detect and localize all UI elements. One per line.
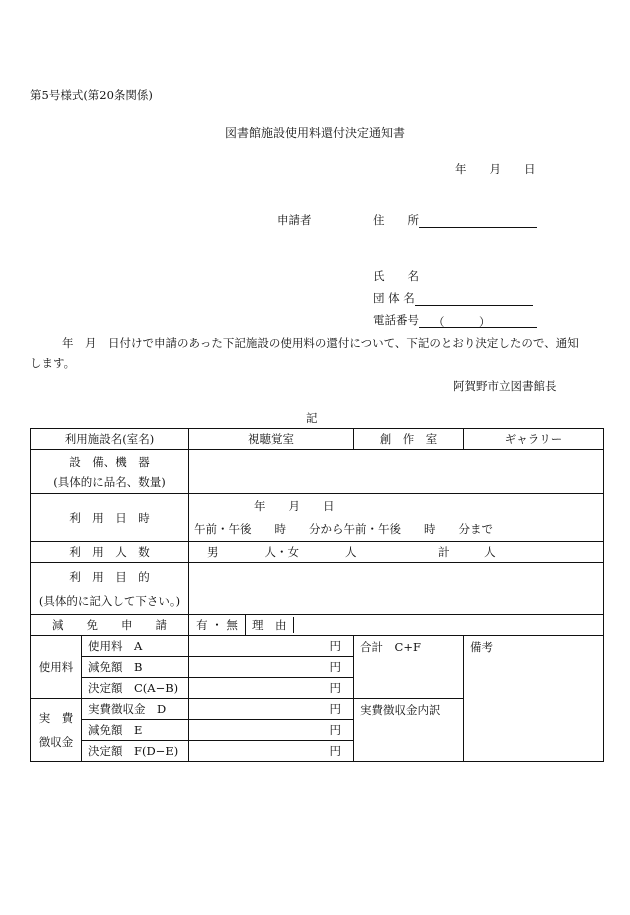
actual-row-d-value[interactable]: 円 xyxy=(189,699,354,720)
people-gender: 男 人・女 人 xyxy=(207,545,357,559)
people-label: 利 用 人 数 xyxy=(31,542,189,563)
body-text-line2: します。 xyxy=(30,356,76,370)
purpose-label xyxy=(31,563,189,615)
datetime-date: 年 月 日 xyxy=(254,498,335,513)
phone-row xyxy=(373,312,537,328)
actual-row-e-label: 減免額 E xyxy=(82,720,189,741)
breakdown-label: 実費徴収金内訳 xyxy=(354,699,464,762)
fee-row-b-value[interactable]: 円 xyxy=(189,657,354,678)
equipment-field[interactable] xyxy=(189,450,604,494)
purpose-label-line1: 利 用 目 的 xyxy=(69,569,150,584)
phone-parens: （ ） xyxy=(433,315,491,329)
remarks-label: 備考 xyxy=(464,636,604,762)
actual-group-label-line2: 徴収金 xyxy=(38,735,74,749)
facility-option-gallery[interactable]: ギャラリー xyxy=(464,429,604,450)
purpose-label-line2: (具体的に記入して下さい。) xyxy=(38,593,181,608)
actual-row-f-label: 決定額 F(D−E) xyxy=(82,741,189,762)
actual-group-label xyxy=(31,699,82,762)
reason-label xyxy=(246,615,354,636)
address-row xyxy=(373,212,537,228)
ki-mark: 記 xyxy=(306,411,318,425)
facility-option-av-room[interactable]: 視聴覚室 xyxy=(189,429,354,450)
people-field[interactable] xyxy=(189,542,604,563)
fee-row-a-value[interactable]: 円 xyxy=(189,636,354,657)
total-label: 合計 C+F xyxy=(354,636,464,699)
exemption-choice[interactable]: 有 ・ 無 xyxy=(189,615,246,636)
application-table xyxy=(30,428,604,762)
actual-group-label-line1: 実 費 xyxy=(38,711,74,725)
document-title: 図書館施設使用料還付決定通知書 xyxy=(224,126,405,140)
actual-row-e-value[interactable]: 円 xyxy=(189,720,354,741)
equipment-label-line2: (具体的に品名、数量) xyxy=(53,474,166,489)
reason-field[interactable] xyxy=(354,615,604,636)
issuer: 阿賀野市立図書館長 xyxy=(453,379,557,393)
facility-label: 利用施設名(室名) xyxy=(31,429,189,450)
phone-label: 電話番号 xyxy=(373,313,419,327)
fee-row-b-label: 減免額 B xyxy=(82,657,189,678)
name-row xyxy=(373,268,419,284)
datetime-field[interactable] xyxy=(189,494,604,542)
applicant-label: 申請者 xyxy=(277,213,312,227)
phone-field[interactable] xyxy=(419,314,537,328)
reason-label-text: 理 由 xyxy=(252,617,294,633)
address-field[interactable] xyxy=(419,214,537,228)
body-text-line1: 年 月 日付けで申請のあった下記施設の使用料の還付について、下記のとおり決定したので、通知 xyxy=(62,336,579,350)
equipment-label-line1: 設 備、機 器 xyxy=(69,454,150,469)
org-label: 団 体 名 xyxy=(373,291,415,305)
fee-row-c-label: 決定額 C(A−B) xyxy=(82,678,189,699)
purpose-field[interactable] xyxy=(189,563,604,615)
form-number: 第5号様式(第20条関係) xyxy=(30,88,153,102)
date-line: 年 月 日 xyxy=(455,162,536,176)
actual-row-d-label: 実費徴収金 D xyxy=(82,699,189,720)
exemption-label: 減 免 申 請 xyxy=(31,615,189,636)
fee-row-a-label: 使用料 A xyxy=(82,636,189,657)
datetime-time: 午前・午後 時 分から午前・午後 時 分まで xyxy=(194,521,494,536)
name-label: 氏 名 xyxy=(373,269,419,283)
address-label: 住 所 xyxy=(373,213,419,227)
facility-option-craft-room[interactable]: 創 作 室 xyxy=(354,429,464,450)
fee-group-label: 使用料 xyxy=(31,636,82,699)
org-row xyxy=(373,290,533,306)
equipment-label xyxy=(31,450,189,494)
actual-row-f-value[interactable]: 円 xyxy=(189,741,354,762)
datetime-label: 利 用 日 時 xyxy=(31,494,189,542)
people-total: 計 人 xyxy=(438,545,496,559)
org-field[interactable] xyxy=(415,292,533,306)
fee-row-c-value[interactable]: 円 xyxy=(189,678,354,699)
